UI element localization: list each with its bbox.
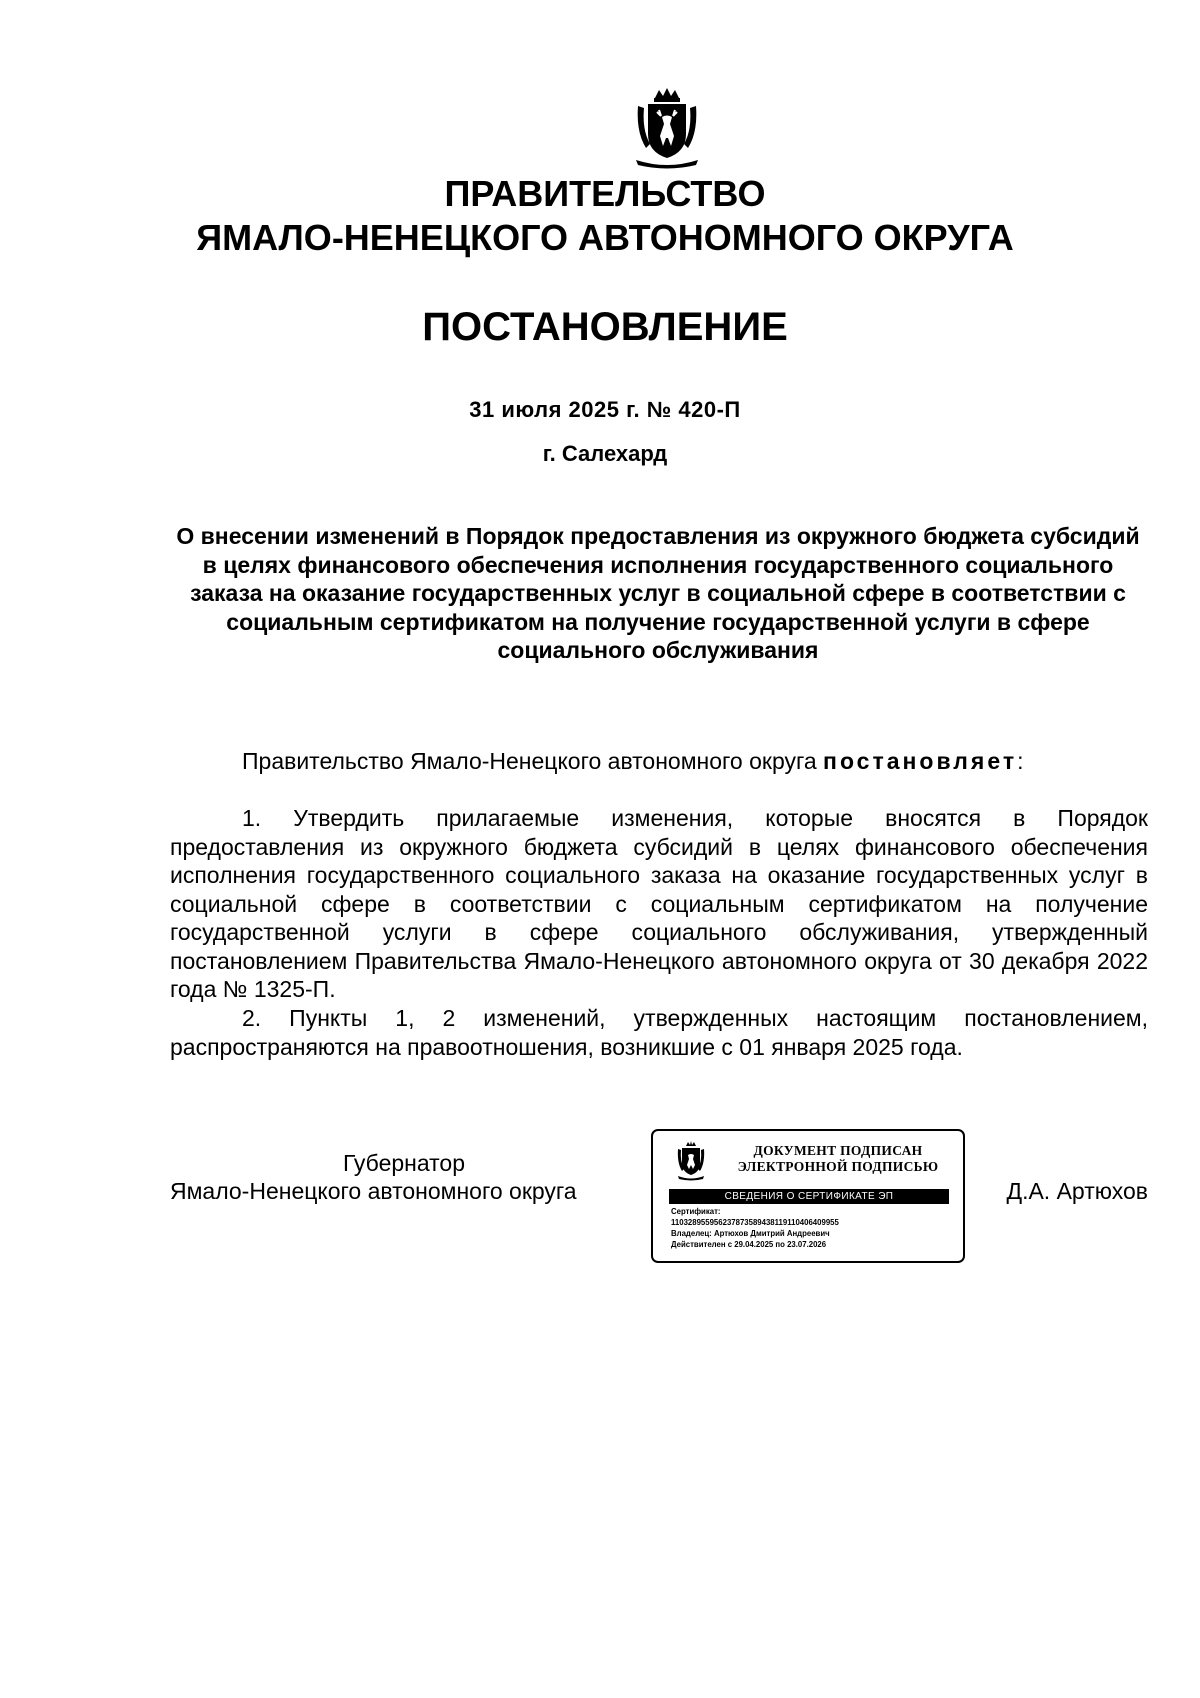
- signatory-position-line2: Ямало-Ненецкого автономного округа: [170, 1178, 577, 1204]
- document-subject: О внесении изменений в Порядок предоставления из окружного бюджета субсидий в целях финансового обеспечения исполнения государственного социального заказа на оказание государственных услуг в социальной сфере в соответствии с социальным сертификатом на получение государственной услуги в сфере социального обслуживания: [176, 523, 1140, 664]
- paragraph-2: 2. Пункты 1, 2 изменений, утвержденных настоящим постановлением, распространяются на правоотношения, возникшие с 01 января 2025 года.: [170, 1005, 1148, 1060]
- organization-title-line2: ЯМАЛО-НЕНЕЦКОГО АВТОНОМНОГО ОКРУГА: [196, 217, 1014, 258]
- preamble: [242, 747, 1023, 775]
- stamp-certificate-bar: СВЕДЕНИЯ О СЕРТИФИКАТЕ ЭП: [669, 1189, 949, 1204]
- preamble-end: :: [1017, 748, 1024, 774]
- electronic-signature-stamp: [651, 1129, 965, 1263]
- stamp-cert-number: 110328955956237873589438119110406409955: [671, 1218, 839, 1227]
- stamp-owner: Владелец: Артюхов Дмитрий Андреевич: [671, 1229, 830, 1238]
- city: г. Салехард: [542, 441, 668, 466]
- stamp-title: [723, 1143, 953, 1175]
- stamp-validity: Действителен с 29.04.2025 по 23.07.2026: [671, 1240, 827, 1249]
- coat-of-arms-icon: [628, 86, 706, 170]
- stamp-cert-label: Сертификат:: [671, 1207, 721, 1216]
- stamp-coat-of-arms-icon: [675, 1141, 707, 1181]
- preamble-text: Правительство Ямало-Ненецкого автономного округа: [242, 748, 824, 774]
- stamp-title-line2: ЭЛЕКТРОННОЙ ПОДПИСЬЮ: [737, 1159, 939, 1174]
- signatory-name: Д.А. Артюхов: [1006, 1178, 1148, 1204]
- stamp-title-line1: ДОКУМЕНТ ПОДПИСАН: [753, 1143, 923, 1158]
- signatory-position-line1: Губернатор: [342, 1150, 466, 1176]
- document-type: ПОСТАНОВЛЕНИЕ: [422, 305, 788, 349]
- preamble-verb: постановляет: [823, 748, 1018, 774]
- stamp-certificate-details: [671, 1206, 839, 1250]
- organization-title-line1: ПРАВИТЕЛЬСТВО: [444, 173, 766, 214]
- paragraph-1: 1. Утвердить прилагаемые изменения, которые вносятся в Порядок предоставления из окружного бюджета субсидий в целях финансового обеспечения исполнения государственного социального заказа на оказание государственных услуг в социальной сфере в соответствии с социальным сертификатом на получение государственной услуги в сфере социального обслуживания, утвержденный постановлением Правительства Ямало-Ненецкого автономного округа от 30 декабря 2022 года № 1325-П.: [170, 805, 1148, 1002]
- date-number: 31 июля 2025 г. № 420-П: [469, 397, 741, 422]
